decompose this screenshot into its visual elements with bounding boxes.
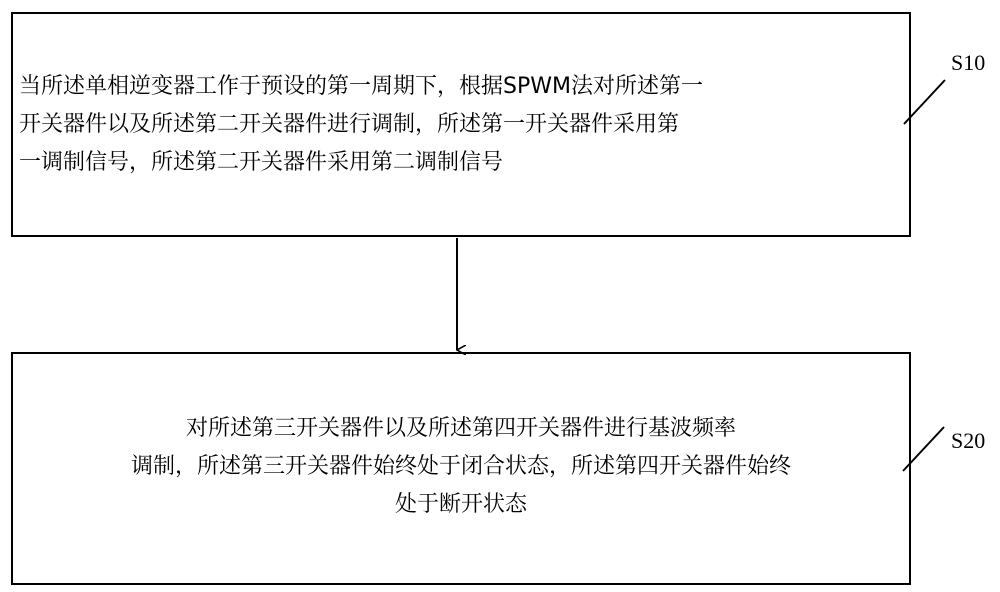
step-s20-text: 对所述第三开关器件以及所述第四开关器件进行基波频率 调制，所述第三开关器件始终处于闭合状态，所述第四开关器件始终 处于断开状态: [130, 416, 791, 517]
step-s10-text: 当所述单相逆变器工作于预设的第一周期下，根据SPWM法对所述第一 开关器件以及所述第二开关器件进行调制，所述第一开关器件采用第 一调制信号，所述第二开关器件采用第二调制信号: [19, 74, 703, 175]
step-s10-label: S10: [951, 50, 986, 75]
s20-leader-line: [903, 427, 944, 471]
s10-leader-line: [904, 80, 945, 124]
step-s20-label: S20: [951, 428, 986, 453]
